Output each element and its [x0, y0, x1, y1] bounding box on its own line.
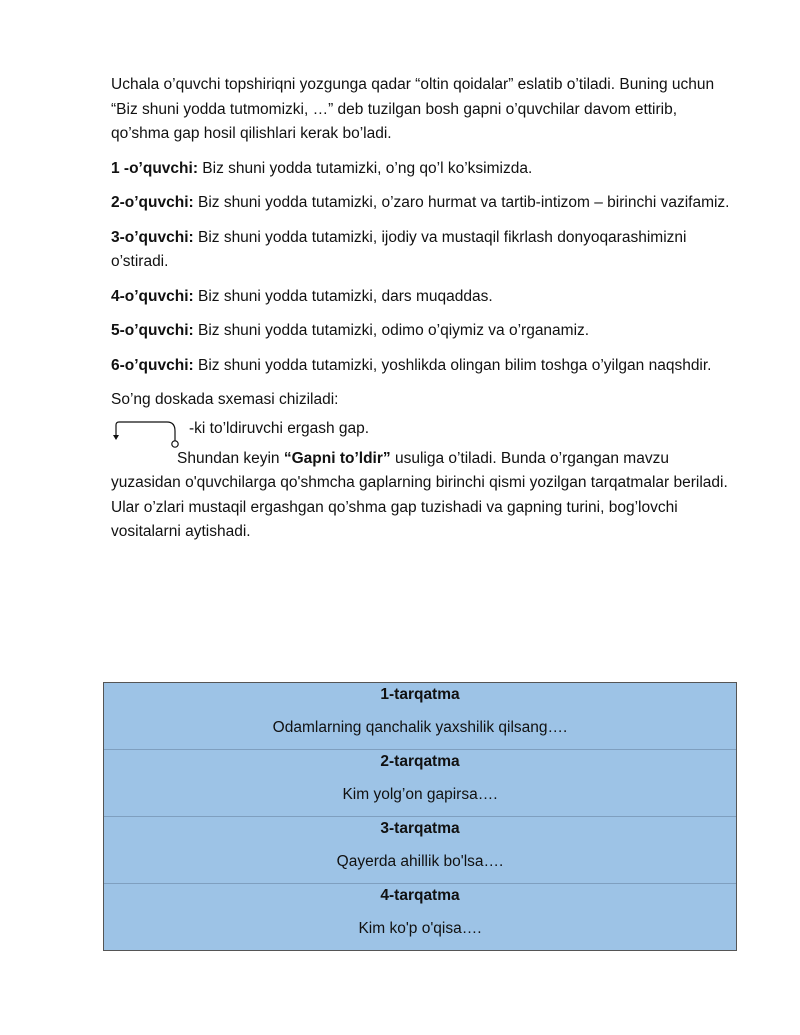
- handout-text-row: [104, 707, 737, 750]
- handout-text-row: [104, 774, 737, 817]
- method-paragraph: [111, 447, 736, 545]
- student-text: Biz shuni yodda tutamizki, o’zaro hurmat va tartib-intizom – birinchi vazifamiz.: [193, 194, 730, 211]
- handout-text: Odamlarning qanchalik yaxshilik qilsang….: [104, 707, 737, 750]
- schema-diagram-icon: [111, 419, 191, 449]
- student-line-3: [111, 226, 736, 275]
- student-line-2: [111, 191, 736, 216]
- handout-text-row: [104, 841, 737, 884]
- student-text: Biz shuni yodda tutamizki, dars muqaddas.: [193, 287, 493, 305]
- schema-caption: -ki to’ldiruvchi ergash gap.: [189, 419, 370, 437]
- student-label: 6-o’quvchi:: [111, 356, 194, 374]
- student-line-4: [111, 285, 736, 310]
- intro-paragraph: Uchala o’quvchi topshiriqni yozgunga qadar “oltin qoidalar” eslatib o’tiladi. Buning uchun “Biz shuni yodda tutmomizki, …” deb tuzilgan bosh gapni o’quvchilar davom ettirib, qo’shma gap hosil qilishlari kerak bo’ladi.: [111, 76, 715, 142]
- student-line-6: [111, 354, 736, 379]
- handouts-table: [103, 682, 737, 951]
- handout-title: 2-tarqatma: [104, 750, 737, 775]
- method-name: “Gapni to’ldir”: [283, 449, 391, 467]
- student-line-1: [111, 157, 736, 182]
- handout-text: Qayerda ahillik bo'lsa….: [104, 841, 737, 884]
- handout-text-row: [104, 908, 737, 951]
- student-line-5: [111, 319, 736, 344]
- sentence-schema: [111, 417, 736, 445]
- method-after: usuliga o’tiladi. Bunda o’rgangan mavzu yuzasidan o'quvchilarga qo'shmcha gaplarning birinchi qismi yozilgan tarqatmalar beriladi. Ular o’zlari mustaqil ergashgan qo’shma gap tuzishadi va gapning turini, bog’lovchi vositalarni aytishadi.: [111, 449, 728, 540]
- handout-title-row: [104, 817, 737, 842]
- handout-title: 1-tarqatma: [104, 683, 737, 708]
- student-text: Biz shuni yodda tutamizki, yoshlikda olingan bilim toshga o’yilgan naqshdir.: [193, 356, 712, 374]
- handout-text: Kim ko'p o'qisa….: [104, 908, 737, 951]
- board-intro: So’ng doskada sxemasi chiziladi:: [111, 391, 339, 408]
- handout-title-row: [104, 750, 737, 775]
- handout-text: Kim yolg’on gapirsa….: [104, 774, 737, 817]
- lesson-text: [111, 73, 736, 555]
- student-label: 3-o’quvchi:: [111, 228, 194, 246]
- student-text: Biz shuni yodda tutamizki, o’ng qo’l ko’ksimizda.: [197, 159, 533, 177]
- student-text: Biz shuni yodda tutamizki, ijodiy va mustaqil fikrlash donyoqarashimizni o’stiradi.: [111, 228, 687, 270]
- student-label: 2-o’quvchi:: [111, 194, 194, 211]
- student-text: Biz shuni yodda tutamizki, odimo o’qiymiz va o’rganamiz.: [193, 322, 590, 339]
- handout-title: 4-tarqatma: [104, 884, 737, 909]
- student-label: 4-o’quvchi:: [111, 287, 194, 305]
- handout-title-row: [104, 683, 737, 708]
- method-before: Shundan keyin: [177, 449, 284, 467]
- student-label: 1 -o’quvchi:: [111, 159, 198, 177]
- handout-title: 3-tarqatma: [104, 817, 737, 842]
- student-label: 5-o’quvchi:: [111, 322, 194, 339]
- handout-title-row: [104, 884, 737, 909]
